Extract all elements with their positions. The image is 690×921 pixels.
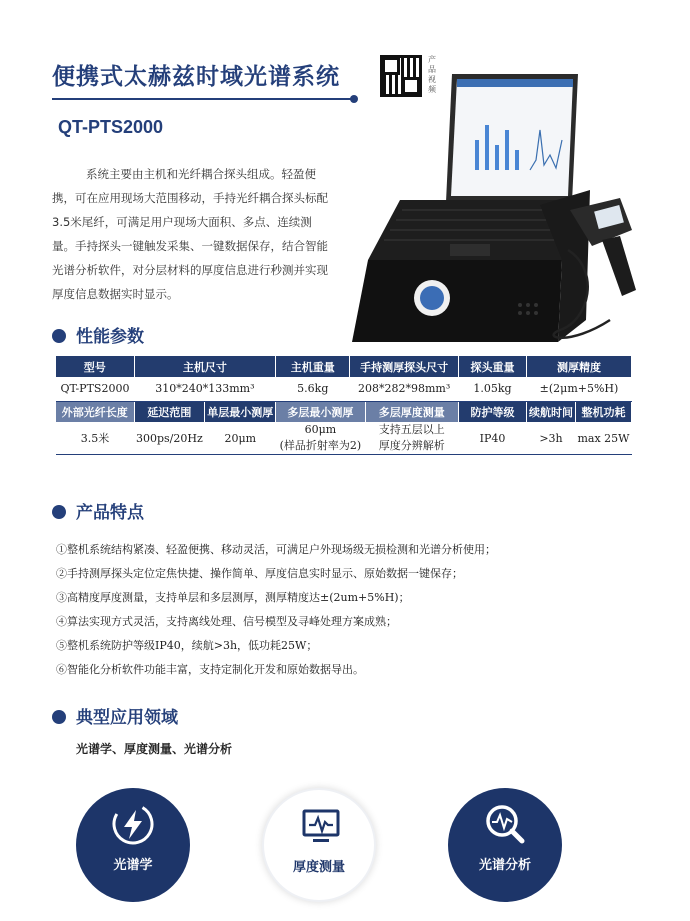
spec-header-cell: 延迟范围 (134, 401, 205, 422)
section-heading-spec: 性能参数 (52, 322, 144, 347)
feature-item: ④算法实现方式灵活，支持离线处理、信号模型及寻峰处理方案成熟； (56, 615, 397, 628)
section-bullet-icon (52, 329, 66, 343)
spec-value-note: 厚度分辨解析 (378, 439, 445, 452)
spec-header-cell: 防护等级 (458, 401, 526, 422)
app-card-spectroscopy (76, 788, 190, 902)
spec-value-row-2 (56, 422, 632, 455)
spec-header-cell: 整机功耗 (575, 401, 631, 422)
spec-value-cell: 5.6kg (276, 377, 350, 401)
spec-value-cell: 1.05kg (458, 377, 526, 401)
app-card-thickness (262, 788, 376, 902)
spec-value-row-1 (56, 377, 632, 401)
app-card-label: 厚度测量 (292, 860, 345, 875)
spec-value-text: 60μm (304, 423, 337, 436)
spec-value-cell-multi (365, 422, 458, 455)
feature-item: ⑤整机系统防护等级IP40，续航>3h，低功耗25W； (56, 639, 318, 652)
spec-header-cell: 手持测厚探头尺寸 (350, 356, 459, 377)
feature-item: ③高精度厚度测量，支持单层和多层测厚，测厚精度达±(2um+5%H)； (56, 591, 410, 604)
section-heading-features: 产品特点 (52, 498, 144, 523)
spec-header-cell: 单层最小测厚 (205, 401, 276, 422)
spec-header-cell: 续航时间 (526, 401, 575, 422)
feature-item: ①整机系统结构紧凑、轻盈便携、移动灵活，可满足户外现场级无损检测和光谱分析使用； (56, 543, 496, 556)
spec-value-cell: QT-PTS2000 (56, 377, 134, 401)
intro-paragraph: 系统主要由主机和光纤耦合探头组成。轻盈便携，可在应用现场大范围移动，手持光纤耦合探头标配3.5米尾纤，可满足用户现场大面积、多点、连续测量。手持探头一键触发采集、一键数据保存，结合智能光谱分析软件，对分层材料的厚度信息进行秒测并实现厚度信息数据实时显示。 (52, 167, 328, 301)
page-title: 便携式太赫兹时域光谱系统 (52, 64, 340, 90)
feature-item: ⑥智能化分析软件功能丰富，支持定制化开发和原始数据导出。 (56, 663, 364, 676)
spec-header-row-1 (56, 356, 632, 377)
apps-summary: 光谱学、厚度测量、光谱分析 (76, 742, 233, 756)
spec-value-cell: >3h (526, 422, 575, 455)
spec-value-text: 支持五层以上 (378, 423, 445, 436)
spec-value-cell: IP40 (458, 422, 526, 455)
qr-caption: 产品视频 (428, 55, 436, 94)
model-number: QT-PTS2000 (58, 117, 164, 137)
spec-header-cell: 外部光纤长度 (56, 401, 134, 422)
feature-list (56, 538, 656, 682)
spec-header-cell: 多层最小测厚 (276, 401, 365, 422)
spec-header-cell: 型号 (56, 356, 134, 377)
monitor-waveform-icon (299, 804, 343, 848)
magnifier-waveform-icon (483, 802, 527, 846)
spec-value-cell: ±(2μm+5%H) (526, 377, 631, 401)
section-bullet-icon (52, 710, 66, 724)
spec-value-cell: 300ps/20Hz (134, 422, 205, 455)
app-card-spectral-analysis (448, 788, 562, 902)
feature-item: ②手持测厚探头定位定焦快捷、操作简单、厚度信息实时显示、原始数据一键保存； (56, 567, 463, 580)
spec-table (56, 356, 632, 455)
spec-header-cell: 多层厚度测量 (365, 401, 458, 422)
spec-value-cell: 3.5米 (56, 422, 134, 455)
product-photo (340, 70, 640, 350)
spec-header-cell: 探头重量 (458, 356, 526, 377)
section-heading-apps: 典型应用领域 (52, 703, 178, 728)
app-card-label: 光谱分析 (478, 858, 531, 873)
spec-value-cell: max 25W (575, 422, 631, 455)
spec-value-note: (样品折射率为2) (279, 439, 362, 452)
section-bullet-icon (52, 505, 66, 519)
spec-header-cell: 主机重量 (276, 356, 350, 377)
spec-value-cell-multi (276, 422, 365, 455)
app-card-label: 光谱学 (113, 858, 153, 873)
title-underline (52, 98, 352, 100)
spec-value-cell: 310*240*133mm³ (134, 377, 276, 401)
spec-value-cell: 20μm (205, 422, 276, 455)
spec-header-row-2 (56, 401, 632, 422)
lightning-icon (111, 802, 155, 846)
spec-header-cell: 主机尺寸 (134, 356, 276, 377)
spec-header-cell: 测厚精度 (526, 356, 631, 377)
spec-value-cell: 208*282*98mm³ (350, 377, 459, 401)
